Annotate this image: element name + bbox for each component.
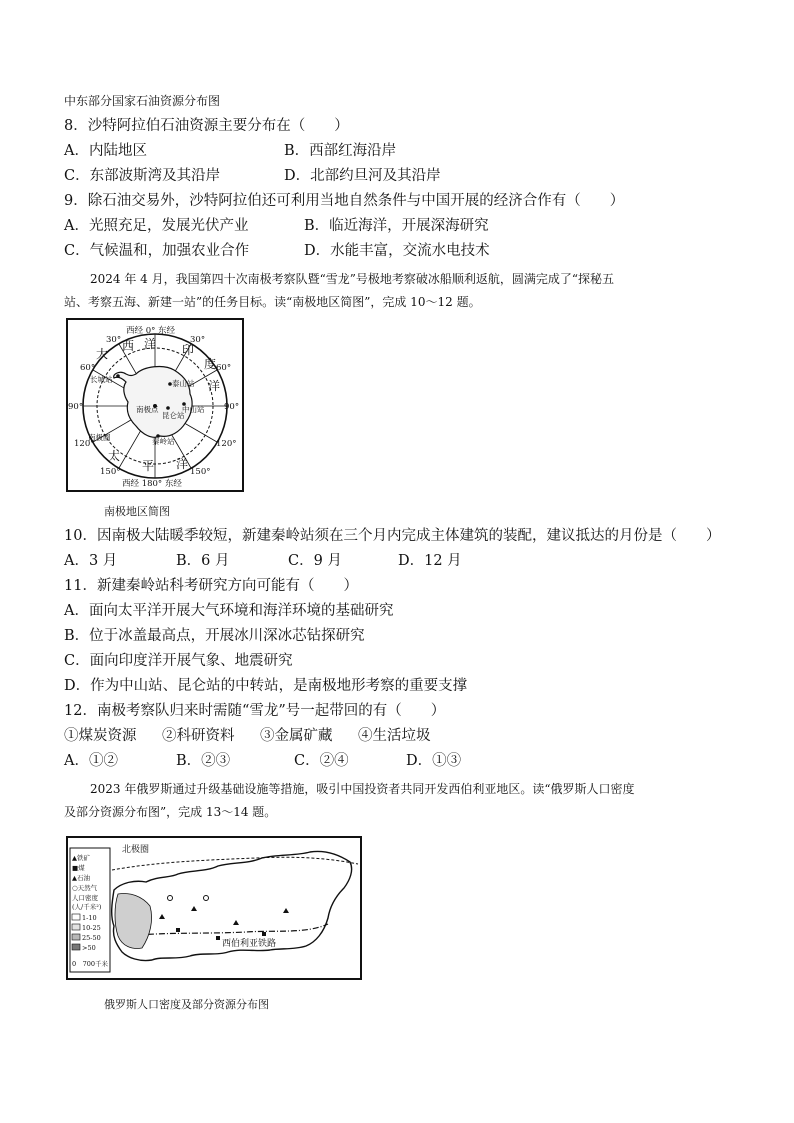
q9-stem: 9．除石油交易外，沙特阿拉伯还可利用当地自然条件与中国开展的经济合作有（ ） xyxy=(64,193,625,209)
legend-coal: ■煤 xyxy=(72,864,85,872)
label-antarctic-circle: 南极圈 xyxy=(88,433,111,442)
label-kunlun: 昆仑站 xyxy=(162,411,185,420)
q8-option-d: D．北部约旦河及其沿岸 xyxy=(284,168,441,184)
dense-population-area xyxy=(115,894,152,949)
q10-option-d: D．12 月 xyxy=(398,553,462,569)
label-zhongshan: 中山站 xyxy=(182,405,205,414)
q8-stem: 8．沙特阿拉伯石油资源主要分布在（ ） xyxy=(64,118,349,134)
q12-item-3: ③金属矿藏 xyxy=(260,728,333,744)
label-arctic-circle: 北极圈 xyxy=(122,845,150,855)
map-label-w150: 150° xyxy=(100,467,121,477)
legend-swatch-1 xyxy=(72,914,80,920)
q11-option-b: B．位于冰盖最高点，开展冰川深冰芯钻探研究 xyxy=(64,628,365,644)
q12-item-1: ①煤炭资源 xyxy=(64,728,137,744)
map-label-e120: 120° xyxy=(216,439,237,449)
q12-stem: 12．南极考察队归来时需随“雪龙”号一起带回的有（ ） xyxy=(64,703,446,719)
q8-option-b: B．西部红海沿岸 xyxy=(284,143,397,159)
q12-item-2: ②科研资料 xyxy=(162,728,235,744)
legend-unit: (人/千米²) xyxy=(72,903,102,911)
ocean-xi: 西 xyxy=(122,339,135,353)
russia-map-caption: 俄罗斯人口密度及部分资源分布图 xyxy=(104,998,269,1011)
legend-oil: ▲石油 xyxy=(72,874,90,882)
map-label-top: 西经 0° 东经 xyxy=(126,326,176,336)
changcheng-station-marker xyxy=(116,374,120,378)
map-label-e90: 90° xyxy=(224,402,240,412)
label-siberian-railway: 西伯利亚铁路 xyxy=(222,939,277,949)
q12-item-4: ④生活垃圾 xyxy=(358,728,431,744)
q12-option-a: A．①② xyxy=(64,753,118,769)
map-label-e30: 30° xyxy=(190,335,206,345)
legend-range-3: 25-50 xyxy=(82,934,101,942)
q8-option-a: A．内陆地区 xyxy=(64,143,147,159)
russia-map xyxy=(66,836,362,980)
ocean-ping: 平 xyxy=(142,459,155,473)
legend-range-2: 10-25 xyxy=(82,924,101,932)
q12-option-d: D．①③ xyxy=(406,753,462,769)
ocean-yang3: 洋 xyxy=(176,457,189,471)
q12-option-c: C．②④ xyxy=(294,753,349,769)
q9-option-a: A．光照充足，发展光伏产业 xyxy=(64,218,249,234)
ocean-yang2: 洋 xyxy=(208,379,221,393)
kunlun-station-marker xyxy=(166,406,170,410)
map-label-e150: 150° xyxy=(190,467,211,477)
coal-symbol-3 xyxy=(262,932,266,936)
russia-intro-line1: 2023 年俄罗斯通过升级基础设施等措施，吸引中国投资者共同开发西伯利亚地区。读“俄罗斯人口密度 xyxy=(90,782,635,796)
map-label-e60: 60° xyxy=(216,363,232,373)
q10-stem: 10．因南极大陆暖季较短，新建秦岭站须在三个月内完成主体建筑的装配，建议抵达的月份是（ ） xyxy=(64,528,721,544)
russia-intro-line2: 及部分资源分布图”，完成 13～14 题。 xyxy=(64,805,277,819)
q11-stem: 11．新建秦岭站科考研究方向可能有（ ） xyxy=(64,578,358,594)
q10-option-a: A．3 月 xyxy=(64,553,118,569)
q9-option-d: D．水能丰富，交流水电技术 xyxy=(304,243,490,259)
legend-scale: 0 700千米 xyxy=(72,960,109,968)
antarctic-intro-line2: 站、考察五海、新建一站”的任务目标。读“南极地区简图”，完成 10～12 题。 xyxy=(64,295,481,309)
legend-swatch-2 xyxy=(72,924,80,930)
map-label-w120: 120° xyxy=(74,439,95,449)
ocean-da: 大 xyxy=(96,347,109,361)
q9-option-c: C．气候温和，加强农业合作 xyxy=(64,243,250,259)
q10-option-c: C．9 月 xyxy=(288,553,342,569)
label-qinling: 秦岭站 xyxy=(152,437,175,446)
ocean-yang1: 洋 xyxy=(144,337,157,351)
antarctic-intro-line1: 2024 年 4 月，我国第四十次南极考察队暨“雪龙”号极地考察破冰船顺利返航，圆满完成了“探秘五 xyxy=(90,272,615,286)
label-changcheng: 长城站 xyxy=(90,375,113,384)
label-nanji: 南极点 xyxy=(136,405,159,414)
ocean-yin: 印 xyxy=(182,343,195,357)
map-label-w30: 30° xyxy=(106,335,122,345)
map-label-bottom: 西经 180° 东经 xyxy=(122,479,182,489)
legend-range-1: 1-10 xyxy=(82,914,97,922)
q10-option-b: B．6 月 xyxy=(176,553,230,569)
antarctic-map-caption: 南极地区简图 xyxy=(104,505,170,518)
coal-symbol-2 xyxy=(216,936,220,940)
legend-swatch-4 xyxy=(72,944,80,950)
map-label-w90: 90° xyxy=(68,402,84,412)
q11-option-a: A．面向太平洋开展大气环境和海洋环境的基础研究 xyxy=(64,603,394,619)
legend-iron: ▲铁矿 xyxy=(72,854,90,862)
coal-symbol xyxy=(176,928,180,932)
legend-swatch-3 xyxy=(72,934,80,940)
label-taishan: 泰山站 xyxy=(172,379,195,388)
q11-option-c: C．面向印度洋开展气象、地震研究 xyxy=(64,653,293,669)
legend-gas: ○天然气 xyxy=(72,884,98,892)
q12-option-b: B．②③ xyxy=(176,753,231,769)
q9-option-b: B．临近海洋，开展深海研究 xyxy=(304,218,489,234)
legend-density: 人口密度 xyxy=(72,894,98,902)
antarctic-map xyxy=(66,318,244,492)
q8-option-c: C．东部波斯湾及其沿岸 xyxy=(64,168,221,184)
q11-option-d: D．作为中山站、昆仑站的中转站，是南极地形考察的重要支撑 xyxy=(64,678,468,694)
mideast-map-caption: 中东部分国家石油资源分布图 xyxy=(64,94,221,108)
map-label-w60: 60° xyxy=(80,363,96,373)
ocean-du: 度 xyxy=(204,357,217,371)
legend-range-4: >50 xyxy=(82,944,96,952)
ocean-tai: 太 xyxy=(108,449,121,463)
